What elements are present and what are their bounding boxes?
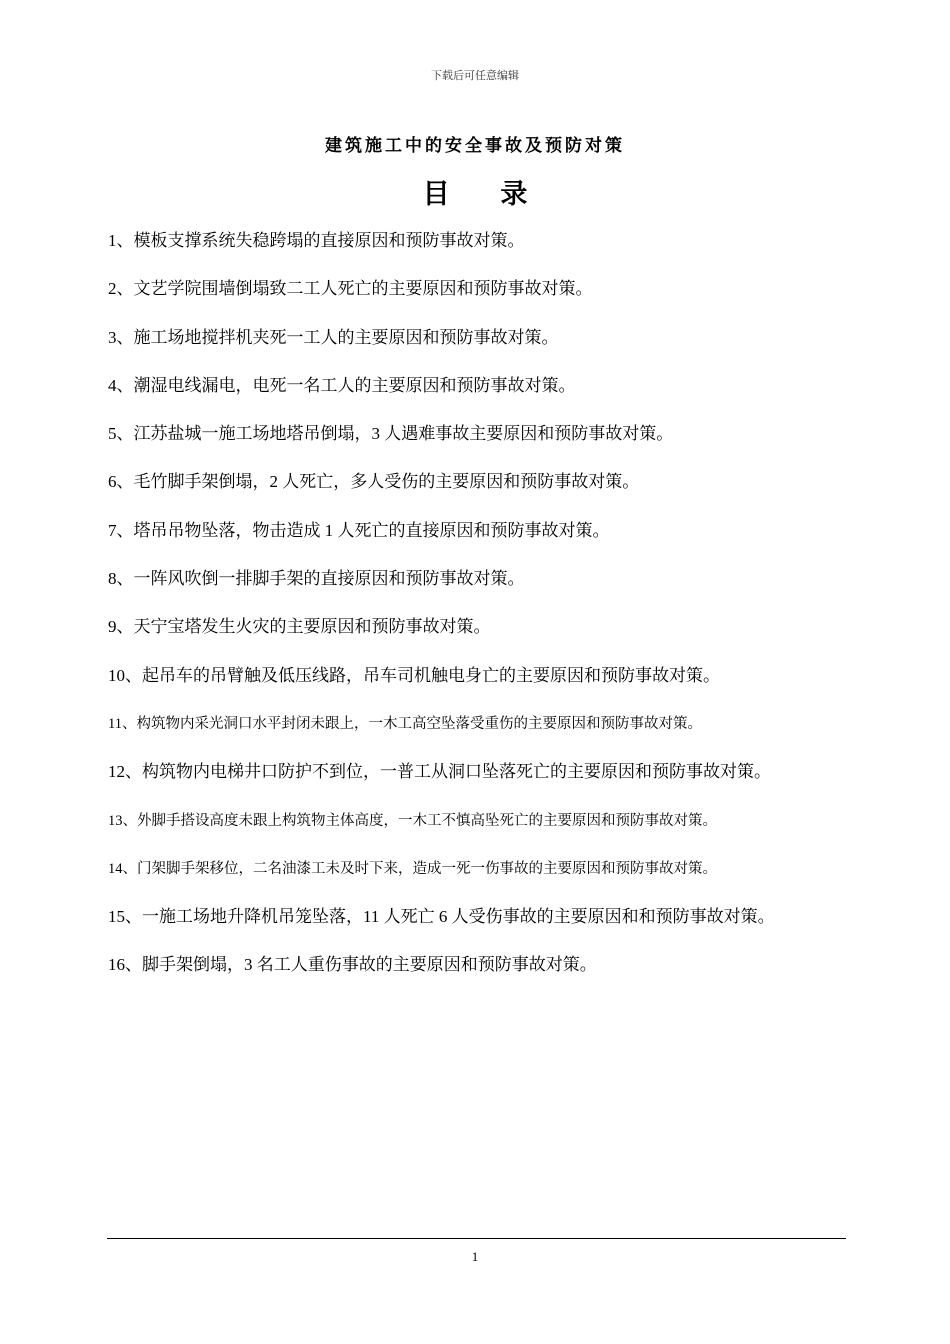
toc-item: 13、外脚手搭设高度未跟上构筑物主体高度，一木工不慎高坠死亡的主要原因和预防事故对策。 xyxy=(108,812,717,829)
toc-item: 1、模板支撑系统失稳跨塌的直接原因和预防事故对策。 xyxy=(108,231,525,250)
toc-item: 14、门架脚手架移位，二名油漆工未及时下来，造成一死一伤事故的主要原因和预防事故对策。 xyxy=(108,860,717,877)
footer-rule xyxy=(107,1238,846,1239)
toc-item: 7、塔吊吊物坠落，物击造成 1 人死亡的直接原因和预防事故对策。 xyxy=(108,520,610,540)
toc-item: 6、毛竹脚手架倒塌，2 人死亡，多人受伤的主要原因和预防事故对策。 xyxy=(108,472,640,492)
toc-item: 3、施工场地搅拌机夹死一工人的主要原因和预防事故对策。 xyxy=(108,327,559,347)
toc-item: 12、构筑物内电梯井口防护不到位，一普工从洞口坠落死亡的主要原因和预防事故对策。 xyxy=(108,762,771,782)
toc-item: 4、潮湿电线漏电，电死一名工人的主要原因和预防事故对策。 xyxy=(108,375,576,395)
toc-item: 9、天宁宝塔发生火灾的主要原因和预防事故对策。 xyxy=(108,617,491,637)
toc-list xyxy=(108,228,868,1001)
toc-item: 2、文艺学院围墙倒塌致二工人死亡的主要原因和预防事故对策。 xyxy=(108,279,593,299)
toc-item: 10、起吊车的吊臂触及低压线路，吊车司机触电身亡的主要原因和预防事故对策。 xyxy=(108,665,720,685)
toc-item: 16、脚手架倒塌，3 名工人重伤事故的主要原因和预防事故对策。 xyxy=(108,955,597,975)
toc-item: 15、一施工场地升降机吊笼坠落，11 人死亡 6 人受伤事故的主要原因和和预防事故对策。 xyxy=(108,907,775,927)
toc-heading: 目 录 xyxy=(422,179,550,209)
toc-item: 5、江苏盐城一施工场地塔吊倒塌，3 人遇难事故主要原因和预防事故对策。 xyxy=(108,424,674,444)
toc-item: 11、构筑物内采光洞口水平封闭未跟上，一木工高空坠落受重伤的主要原因和预防事故对策。 xyxy=(108,715,702,732)
page-number: 1 xyxy=(471,1249,479,1264)
header-note: 下载后可任意编辑 xyxy=(431,70,519,82)
toc-item: 8、一阵风吹倒一排脚手架的直接原因和预防事故对策。 xyxy=(108,569,525,589)
document-title: 建筑施工中的安全事故及预防对策 xyxy=(325,136,625,155)
